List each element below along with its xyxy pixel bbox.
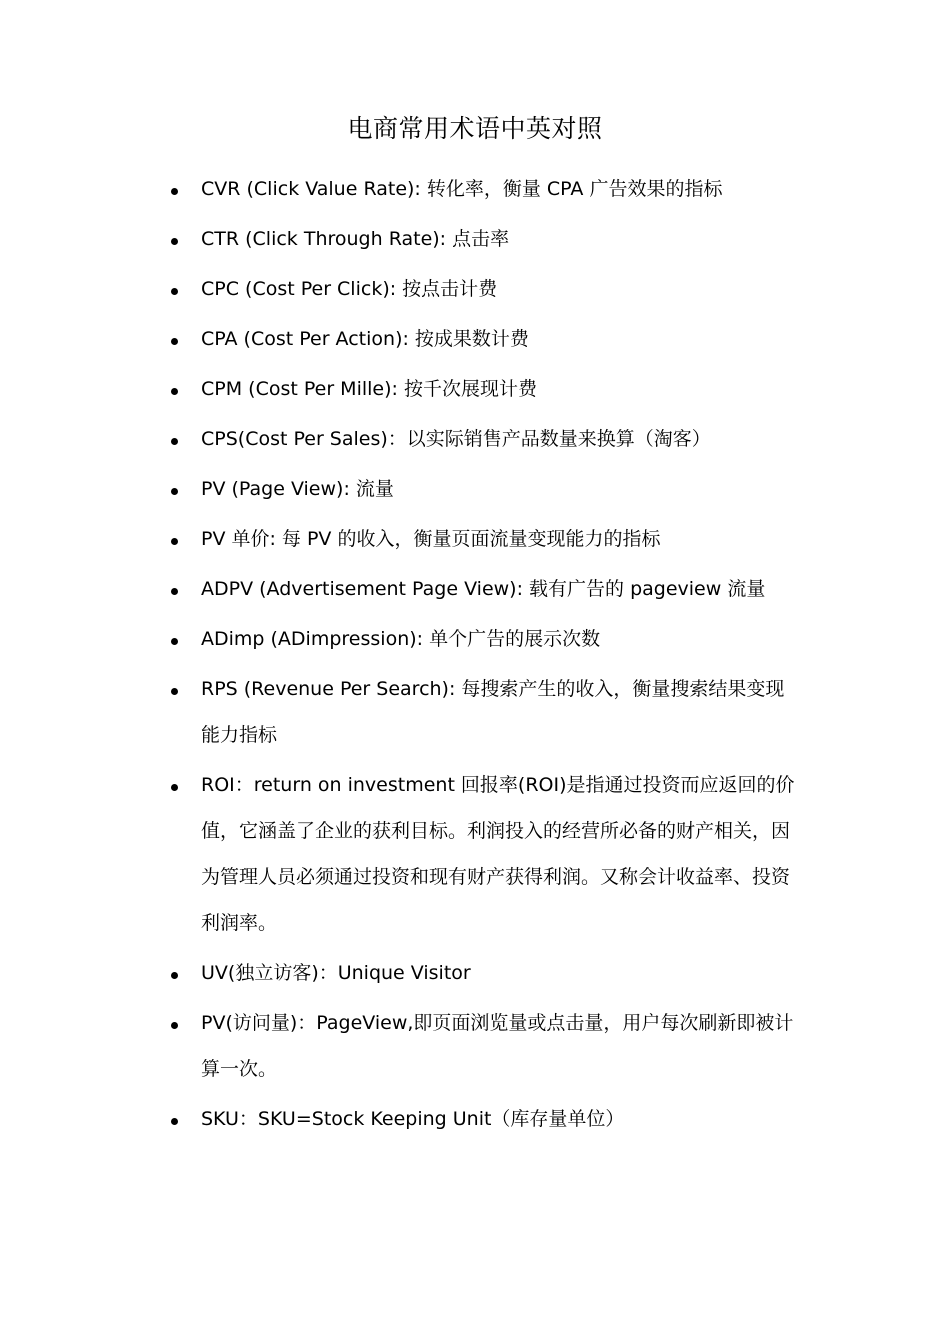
term-text: UV(独立访客)：Unique Visitor: [201, 962, 471, 984]
term-text: CPC (Cost Per Click): 按点击计费: [201, 278, 498, 300]
document-title: 电商常用术语中英对照: [347, 114, 603, 143]
list-item: [0, 366, 950, 412]
term-text: CPS(Cost Per Sales)：以实际销售产品数量来换算（淘客）: [201, 428, 711, 450]
term-text: ADimp (ADimpression): 单个广告的展示次数: [201, 628, 601, 650]
bullet-icon: [171, 588, 178, 595]
term-text: CVR (Click Value Rate): 转化率，衡量 CPA 广告效果的指标: [201, 178, 723, 200]
list-item: [0, 1096, 950, 1142]
list-item: [0, 266, 950, 312]
bullet-icon: [171, 688, 178, 695]
bullet-icon: [171, 1118, 178, 1125]
list-item: [0, 616, 950, 662]
bullet-icon: [171, 538, 178, 545]
bullet-icon: [171, 972, 178, 979]
term-text: PV (Page View): 流量: [201, 478, 394, 500]
list-item: [0, 950, 950, 996]
bullet-icon: [171, 638, 178, 645]
term-text: PV(访问量)：PageView,即页面浏览量或点击量，用户每次刷新即被计算一次。: [201, 1012, 794, 1080]
term-text: ROI：return on investment 回报率(ROI)是指通过投资而应返回的价值，它涵盖了企业的获利目标。利润投入的经营所必备的财产相关，因为管理人员必须通过投资和现有财产获得利润。又称会计收益率、投资利润率。: [201, 774, 795, 934]
bullet-icon: [171, 338, 178, 345]
list-item: [0, 416, 950, 462]
term-text: SKU：SKU=Stock Keeping Unit（库存量单位）: [201, 1108, 625, 1130]
bullet-icon: [171, 288, 178, 295]
list-item: [0, 1000, 950, 1092]
term-text: CTR (Click Through Rate): 点击率: [201, 228, 510, 250]
list-item: [0, 566, 950, 612]
term-text: RPS (Revenue Per Search): 每搜索产生的收入，衡量搜索结果变现能力指标: [201, 678, 785, 746]
list-item: [0, 216, 950, 262]
list-item: [0, 516, 950, 562]
list-item: [0, 316, 950, 362]
list-item: [0, 666, 950, 758]
term-text: PV 单价: 每 PV 的收入，衡量页面流量变现能力的指标: [201, 528, 661, 550]
bullet-icon: [171, 188, 178, 195]
term-list: [0, 166, 950, 1146]
bullet-icon: [171, 1022, 178, 1029]
term-text: CPM (Cost Per Mille): 按千次展现计费: [201, 378, 537, 400]
list-item: [0, 466, 950, 512]
bullet-icon: [171, 488, 178, 495]
bullet-icon: [171, 388, 178, 395]
list-item: [0, 762, 950, 946]
list-item: [0, 166, 950, 212]
term-text: ADPV (Advertisement Page View): 载有广告的 pageview 流量: [201, 578, 766, 600]
term-text: CPA (Cost Per Action): 按成果数计费: [201, 328, 529, 350]
bullet-icon: [171, 784, 178, 791]
bullet-icon: [171, 438, 178, 445]
bullet-icon: [171, 238, 178, 245]
